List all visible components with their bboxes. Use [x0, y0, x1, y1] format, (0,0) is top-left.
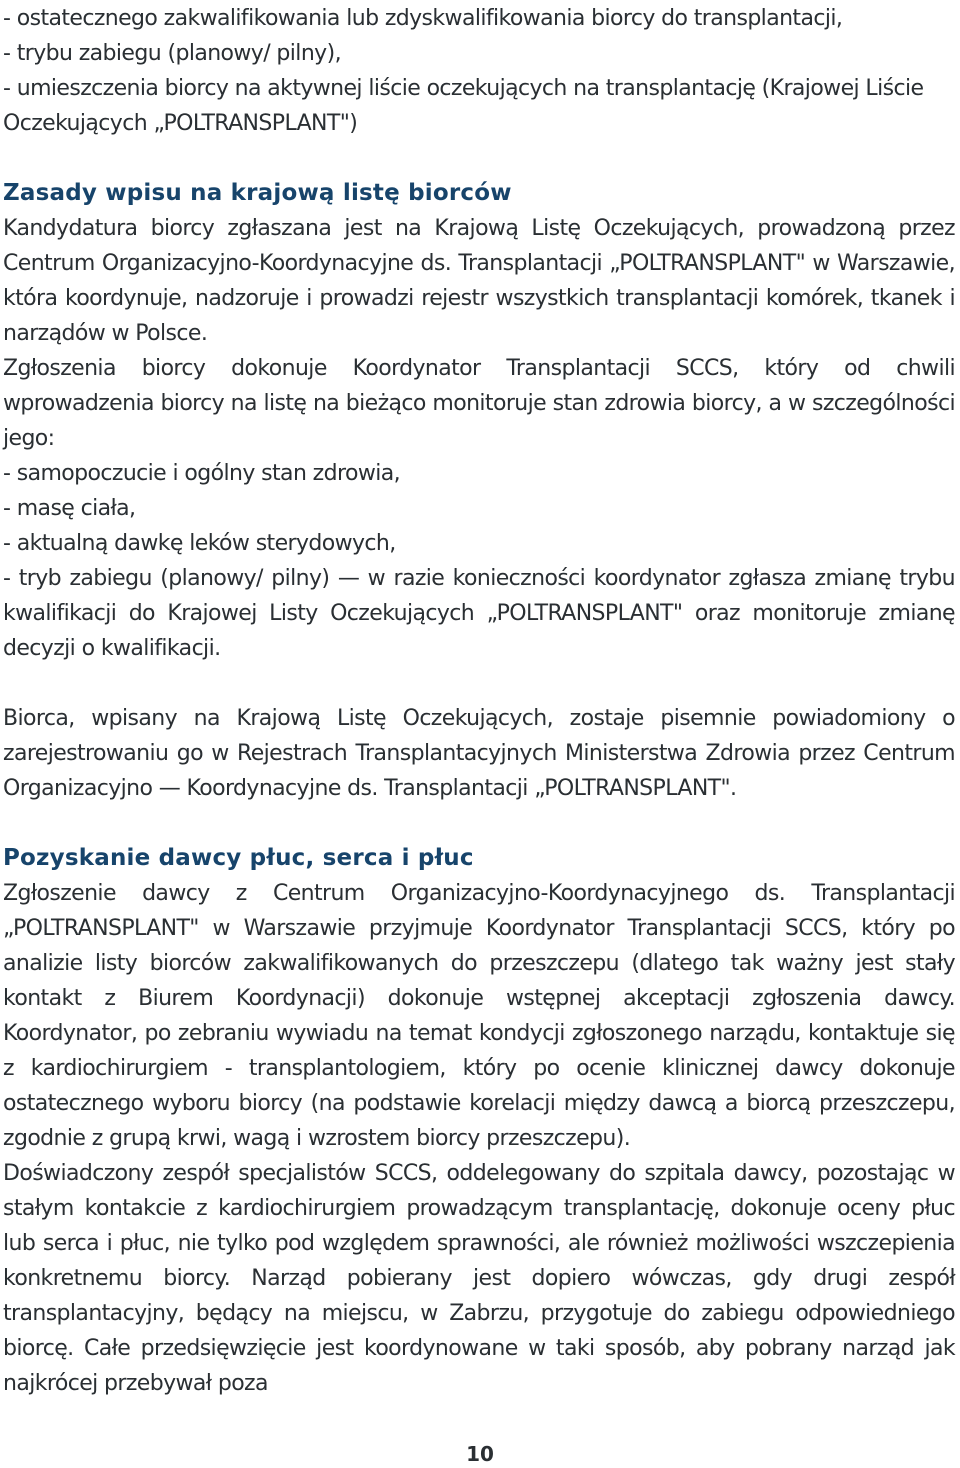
list-item: - aktualną dawkę leków sterydowych,: [3, 531, 396, 556]
paragraph: Kandydatura biorcy zgłaszana jest na Krajową Listę Oczekujących, prowadzoną przez Centrum Organizacyjno-Koordynacyjne ds. Transplantacji „POLTRANSPLANT" w Warszawie, która koordynuje, nadzoruje i prowadzi rejestr wszystkich transplantacji komórek, tkanek i narządów w Polsce.: [3, 216, 955, 346]
paragraph: Zgłoszenia biorcy dokonuje Koordynator Transplantacji SCCS, który od chwili wprowadzenia biorcy na listę na bieżąco monitoruje stan zdrowia biorcy, a w szczególności jego:: [3, 356, 955, 451]
paragraph: Doświadczony zespół specjalistów SCCS, oddelegowany do szpitala dawcy, pozostając w stałym kontakcie z kardiochirurgiem prowadzącym transplantację, dokonuje oceny płuc lub serca i płuc, nie tylko pod względem sprawności, ale również możliwości wszczepienia konkretnemu biorcy. Narząd pobierany jest dopiero wówczas, gdy drugi zespół transplantacyjny, będący na miejscu, w Zabrzu, przygotuje do zabiegu odpowiedniego biorcę. Całe przedsięwzięcie jest koordynowane w taki sposób, aby pobrany narząd jak najkrócej przebywał poza: [3, 1161, 955, 1396]
paragraph: Zgłoszenie dawcy z Centrum Organizacyjno-Koordynacyjnego ds. Transplantacji „POLTRANSPLANT" w Warszawie przyjmuje Koordynator Transplantacji SCCS, który po analizie listy biorców zakwalifikowanych do przeszczepu (dlatego tak ważny jest stały kontakt z Biurem Koordynacji) dokonuje wstępnej akceptacji zgłoszenia dawcy. Koordynator, po zebraniu wywiadu na temat kondycji zgłoszonego narządu, kontaktuje się z kardiochirurgiem - transplantologiem, który po ocenie klinicznej dawcy dokonuje ostatecznego wyboru biorcy (na podstawie korelacji między dawcą a biorcą przeszczepu, zgodnie z grupą krwi, wagą i wzrostem biorcy przeszczepu).: [3, 881, 955, 1151]
paragraph: - tryb zabiegu (planowy/ pilny) — w razie konieczności koordynator zgłasza zmianę trybu kwalifikacji do Krajowej Listy Oczekujących „POLTRANSPLANT" oraz monitoruje zmianę decyzji o kwalifikacji.: [3, 566, 955, 661]
section-heading-recipient-list: Zasady wpisu na krajową listę biorców: [3, 180, 512, 206]
list-item: - ostatecznego zakwalifikowania lub zdyskwalifikowania biorcy do transplantacji,: [3, 6, 843, 31]
list-item: - samopoczucie i ogólny stan zdrowia,: [3, 461, 400, 486]
paragraph: Biorca, wpisany na Krajową Listę Oczekujących, zostaje pisemnie powiadomiony o zarejestrowaniu go w Rejestrach Transplantacyjnych Ministerstwa Zdrowia przez Centrum Organizacyjno — Koordynacyjne ds. Transplantacji „POLTRANSPLANT".: [3, 706, 955, 801]
qualification-list: [3, 1, 955, 141]
section-heading-donor: Pozyskanie dawcy płuc, serca i płuc: [3, 845, 474, 871]
spacer: [3, 806, 955, 841]
spacer: [3, 666, 955, 701]
list-item: - trybu zabiegu (planowy/ pilny),: [3, 41, 341, 66]
list-item: - umieszczenia biorcy na aktywnej liście oczekujących na transplantację (Krajowej Liście Oczekujących „POLTRANSPLANT"): [3, 76, 924, 136]
monitoring-list: [3, 456, 955, 561]
page-number: 10: [466, 1442, 494, 1466]
list-item: - masę ciała,: [3, 496, 136, 521]
document-page: [3, 0, 955, 1401]
